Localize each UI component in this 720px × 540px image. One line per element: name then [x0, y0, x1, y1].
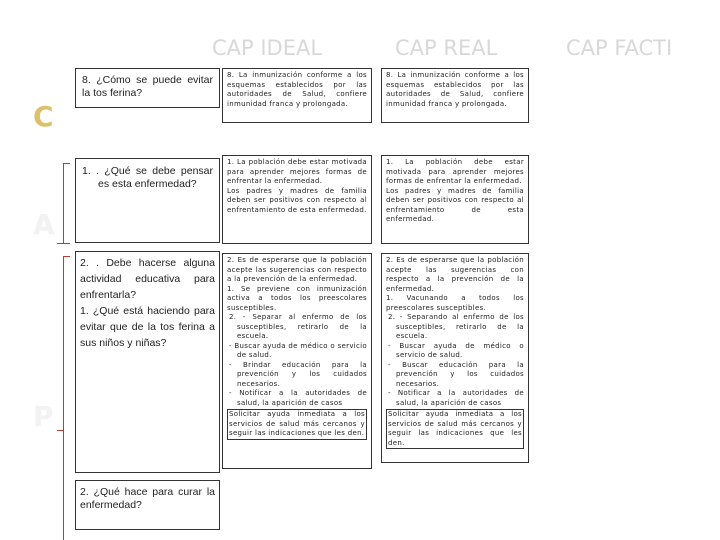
ideal-3-text-b: 1. Se previene con inmunización activa a todos los preescolares susceptibles.	[227, 284, 367, 312]
ideal-cell-1	[222, 68, 372, 123]
question-2: 1. . ¿Qué se debe pensar es esta enfermedad?	[82, 165, 213, 190]
real-cell-2	[381, 155, 529, 244]
question-3b: 1. ¿Qué está haciendo para evitar que de la tos ferina a sus niños y niñas?	[80, 305, 215, 349]
header-cap-fact: CAP FACTI	[566, 36, 673, 60]
bracket-a-top	[63, 163, 70, 164]
question-box-4	[75, 480, 220, 530]
header-cap-ideal: CAP IDEAL	[212, 36, 323, 60]
bracket-a-bottom	[57, 243, 70, 244]
real-3-text-a: 2. Es de esperarse que la población acepte las sugerencias con respecto a la prevención de la enfermedad.	[386, 256, 524, 293]
header-cap-real: CAP REAL	[395, 36, 498, 60]
question-3a: 2. . Debe hacerse alguna actividad educativa para enfrentarla?	[80, 257, 215, 301]
question-4: 2. ¿Qué hace para curar la enfermedad?	[80, 486, 215, 511]
bracket-p	[63, 256, 64, 540]
letter-p: P	[33, 400, 54, 433]
ideal-3-text-g: Solicitar ayuda inmediata a los servicios de salud más cercanos y seguir las indicaciones que les den.	[227, 409, 367, 440]
real-3-text-c: 2. - Separando al enfermo de los susceptibles, retirarlo de la escuela.	[388, 313, 524, 340]
real-3-text-b: 1. Vacunando a todos los preescolares susceptibles.	[386, 294, 524, 312]
question-1: 8. ¿Cómo se puede evitar la tos ferina?	[82, 74, 213, 99]
ideal-3-text-f: - Notificar a la autoridades de salud, la aparición de casos	[229, 389, 367, 407]
real-3-text-g: Solicitar ayuda inmediata a los servicios de salud más cercanos y seguir las indicaciones que les den.	[386, 409, 524, 449]
real-3-text-d: - Buscar ayuda de médico o servicio de salud.	[388, 341, 524, 359]
real-cell-3	[381, 253, 529, 463]
question-box-3	[75, 251, 220, 473]
letter-a: A	[33, 208, 55, 241]
real-3-text-e: - Buscar educación para la prevención y los cuidados necesarios.	[388, 360, 524, 388]
letter-c: C	[33, 100, 54, 133]
ideal-cell-2	[222, 155, 372, 244]
ideal-3-text-a: 2. Es de esperarse que la población acepte las sugerencias con respecto a la prevención de la enfermedad.	[227, 256, 367, 283]
ideal-1-text: 8. La inmunización conforme a los esquemas establecidos por las autoridades de Salud, confiere inmunidad franca y prolongada.	[227, 71, 367, 108]
question-box-1	[75, 68, 220, 108]
ideal-3-text-c: 2. - Separar al enfermo de los susceptibles, retirarlo de la escuela.	[229, 313, 367, 340]
ideal-3-text-e: - Brindar educación para la prevención y los cuidados necesarios.	[229, 360, 367, 388]
bracket-a	[63, 163, 64, 243]
real-3-text-f: - Notificar a la autoridades de salud, la aparición de casos	[388, 389, 524, 407]
bracket-p-mid	[57, 430, 63, 431]
ideal-3-text-d: - Buscar ayuda de médico o servicio de salud.	[229, 341, 367, 359]
real-2-text-b: Los padres y madres de familia deben ser positivos con respecto al enfrentamiento de esta enfermedad.	[386, 186, 524, 223]
real-2-text-a: 1. La población debe estar motivada para aprender mejores formas de enfrentar la enfermedad.	[386, 158, 524, 185]
ideal-2-text-b: Los padres y madres de familia deben ser positivos con respecto al enfrentamiento de esta enfermedad.	[227, 186, 367, 214]
real-1-text: 8. La inmunización conforme a los esquemas establecidos por las autoridades de Salud, confiere inmunidad franca y prolongada.	[386, 71, 524, 108]
bracket-p-top	[63, 256, 70, 257]
real-cell-1	[381, 68, 529, 123]
ideal-2-text-a: 1. La población debe estar motivada para aprender mejores formas de enfrentar la enfermedad.	[227, 158, 367, 185]
ideal-cell-3	[222, 253, 372, 469]
question-box-2	[75, 158, 220, 243]
